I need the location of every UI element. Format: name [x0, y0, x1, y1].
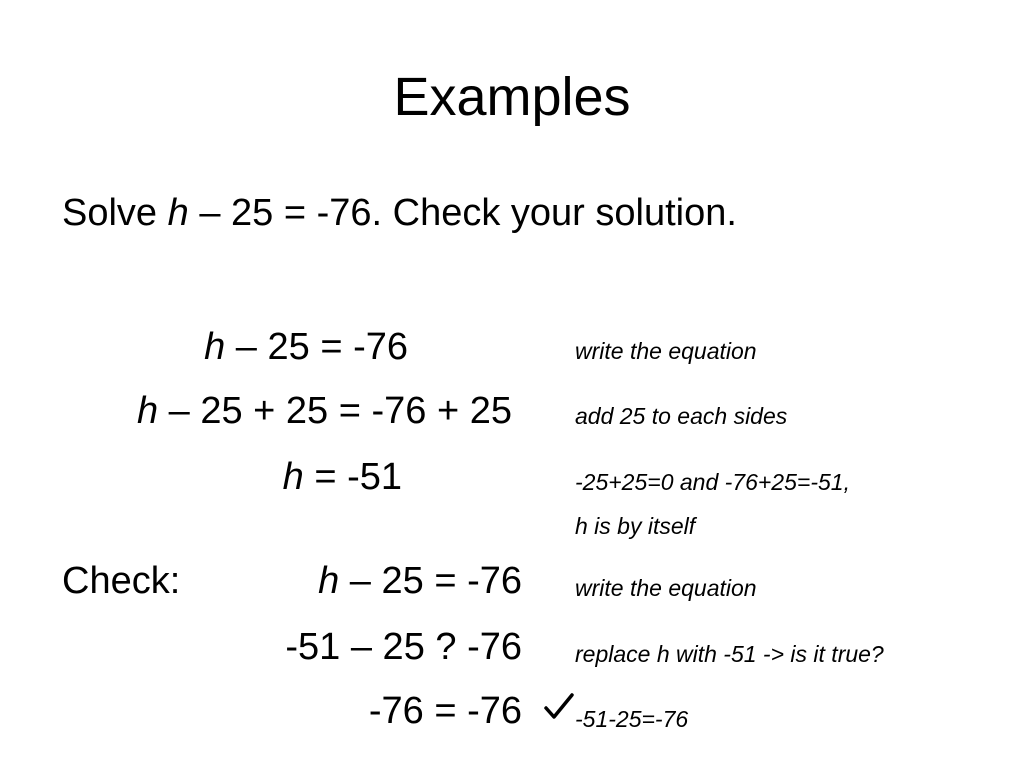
step-expression: – 25 = -76 [225, 326, 408, 368]
checkmark-icon [542, 690, 576, 729]
step-variable: h [282, 456, 304, 498]
step-expression: = -51 [303, 456, 402, 498]
step-variable: h [204, 326, 226, 368]
slide-title: Examples [393, 67, 631, 127]
step-equation-3 [283, 454, 402, 500]
step-note-2: add 25 to each sides [575, 403, 788, 429]
check-equation-2: -51 – 25 ? -76 [285, 626, 522, 668]
problem-statement [62, 190, 737, 236]
step-equation-2 [137, 388, 512, 434]
check-label: Check: [62, 560, 181, 602]
step-note-3: -25+25=0 and -76+25=-51, [575, 469, 850, 495]
problem-variable: h [167, 192, 189, 234]
step-variable: h [136, 390, 159, 432]
check-note-1: write the equation [575, 575, 757, 601]
problem-prefix: Solve [62, 192, 168, 234]
step-note-3-continued: h is by itself [575, 513, 696, 539]
step-note-1: write the equation [575, 338, 757, 364]
check-variable: h [318, 560, 340, 602]
check-note-2: replace h with -51 -> is it true? [575, 641, 884, 667]
step-expression: – 25 + 25 = -76 + 25 [158, 390, 512, 432]
step-equation-1 [204, 324, 408, 370]
problem-rest: – 25 = -76. Check your solution. [188, 192, 737, 234]
check-equation-1 [318, 558, 522, 604]
check-expression: – 25 = -76 [339, 560, 522, 602]
check-note-3: -51-25=-76 [575, 706, 689, 732]
check-equation-3: -76 = -76 [368, 690, 522, 732]
